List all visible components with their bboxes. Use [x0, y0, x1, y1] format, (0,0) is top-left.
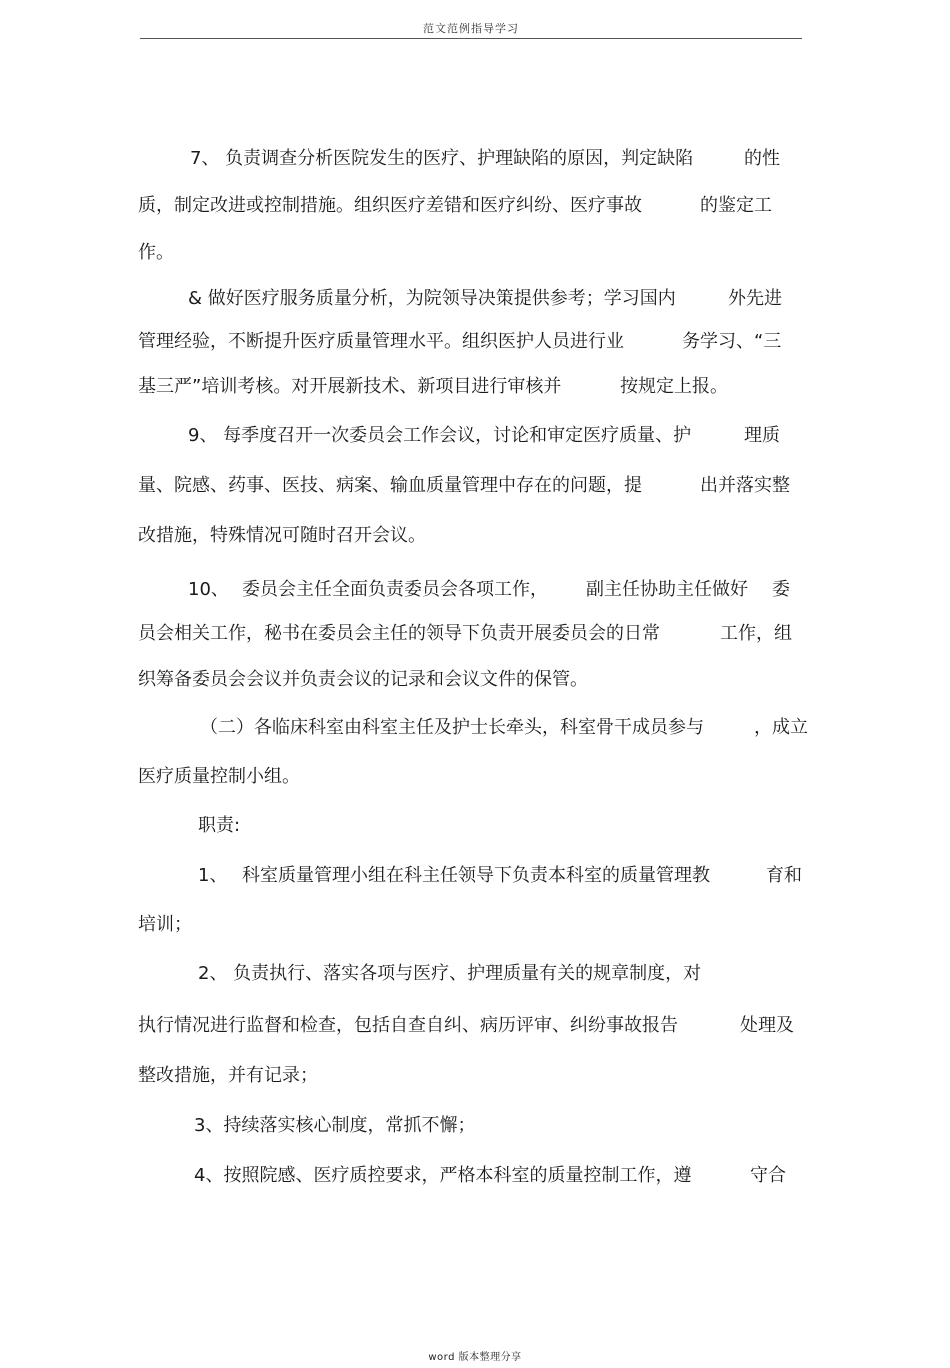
item10-line1b: 委员会主任全面负责委员会各项工作， — [242, 579, 548, 600]
page-header: 范文范例指导学习 — [423, 22, 519, 35]
section2-line1b: ，成立 — [754, 717, 808, 738]
item8-line1a: & 做好医疗服务质量分析，为院领导决策提供参考；学习国内 — [188, 288, 676, 309]
duty1-line1c: 育和 — [766, 865, 802, 886]
item7-line2a: 质，制定改进或控制措施。组织医疗差错和医疗纠纷、医疗事故 — [138, 195, 642, 216]
section2-line2: 医疗质量控制小组。 — [138, 766, 300, 787]
item8-line3a: 基三严”培训考核。对开展新技术、新项目进行审核并 — [138, 376, 562, 397]
duty2-line2b: 处理及 — [740, 1015, 794, 1036]
item10-line1c: 副主任协助主任做好 — [586, 579, 748, 600]
item8-line2b: 务学习、“三 — [682, 331, 782, 352]
item8-line1b: 外先进 — [728, 288, 782, 309]
duty2-line2a: 执行情况进行监督和检查，包括自查自纠、病历评审、纠纷事故报告 — [138, 1015, 678, 1036]
item10-line1a: 10、 — [188, 579, 229, 600]
item9-line2b: 出并落实整 — [700, 475, 790, 496]
page-footer: word 版本整理分享 — [428, 1352, 522, 1363]
item7-line3: 作。 — [138, 242, 174, 263]
item8-line2a: 管理经验，不断提升医疗质量管理水平。组织医护人员进行业 — [138, 331, 624, 352]
duty3-line1: 3、持续落实核心制度，常抓不懈； — [194, 1115, 476, 1136]
duty1-line1a: 1、 — [198, 865, 228, 886]
duties-label: 职责: — [198, 815, 241, 836]
duty4-line1b: 守合 — [750, 1165, 786, 1186]
item7-line2b: 的鉴定工 — [700, 195, 772, 216]
header-rule — [140, 38, 802, 39]
duty2-line3: 整改措施，并有记录； — [138, 1065, 318, 1086]
item10-line2b: 工作，组 — [720, 623, 792, 644]
item10-line2a: 员会相关工作，秘书在委员会主任的领导下负责开展委员会的日常 — [138, 623, 660, 644]
section2-line1a: （二）各临床科室由科室主任及护士长牵头，科室骨干成员参与 — [200, 717, 704, 738]
item7-line1a: 7、 负责调查分析医院发生的医疗、护理缺陷的原因，判定缺陷 — [190, 148, 694, 169]
item10-line3: 织筹备委员会会议并负责会议的记录和会议文件的保管。 — [138, 669, 588, 690]
item7-line1b: 的性 — [744, 148, 780, 169]
item9-line1a: 9、 每季度召开一次委员会工作会议，讨论和审定医疗质量、护 — [188, 425, 692, 446]
item9-line2a: 量、院感、药事、医技、病案、输血质量管理中存在的问题，提 — [138, 475, 642, 496]
item8-line3b: 按规定上报。 — [620, 376, 728, 397]
item10-line1d: 委 — [772, 579, 790, 600]
item9-line3: 改措施，特殊情况可随时召开会议。 — [138, 525, 426, 546]
duty1-line2: 培训； — [138, 914, 192, 935]
item9-line1b: 理质 — [744, 425, 780, 446]
duty1-line1b: 科室质量管理小组在科主任领导下负责本科室的质量管理教 — [242, 865, 710, 886]
duty2-line1: 2、 负责执行、落实各项与医疗、护理质量有关的规章制度，对 — [198, 963, 702, 984]
duty4-line1a: 4、按照院感、医疗质控要求，严格本科室的质量控制工作，遵 — [194, 1165, 692, 1186]
